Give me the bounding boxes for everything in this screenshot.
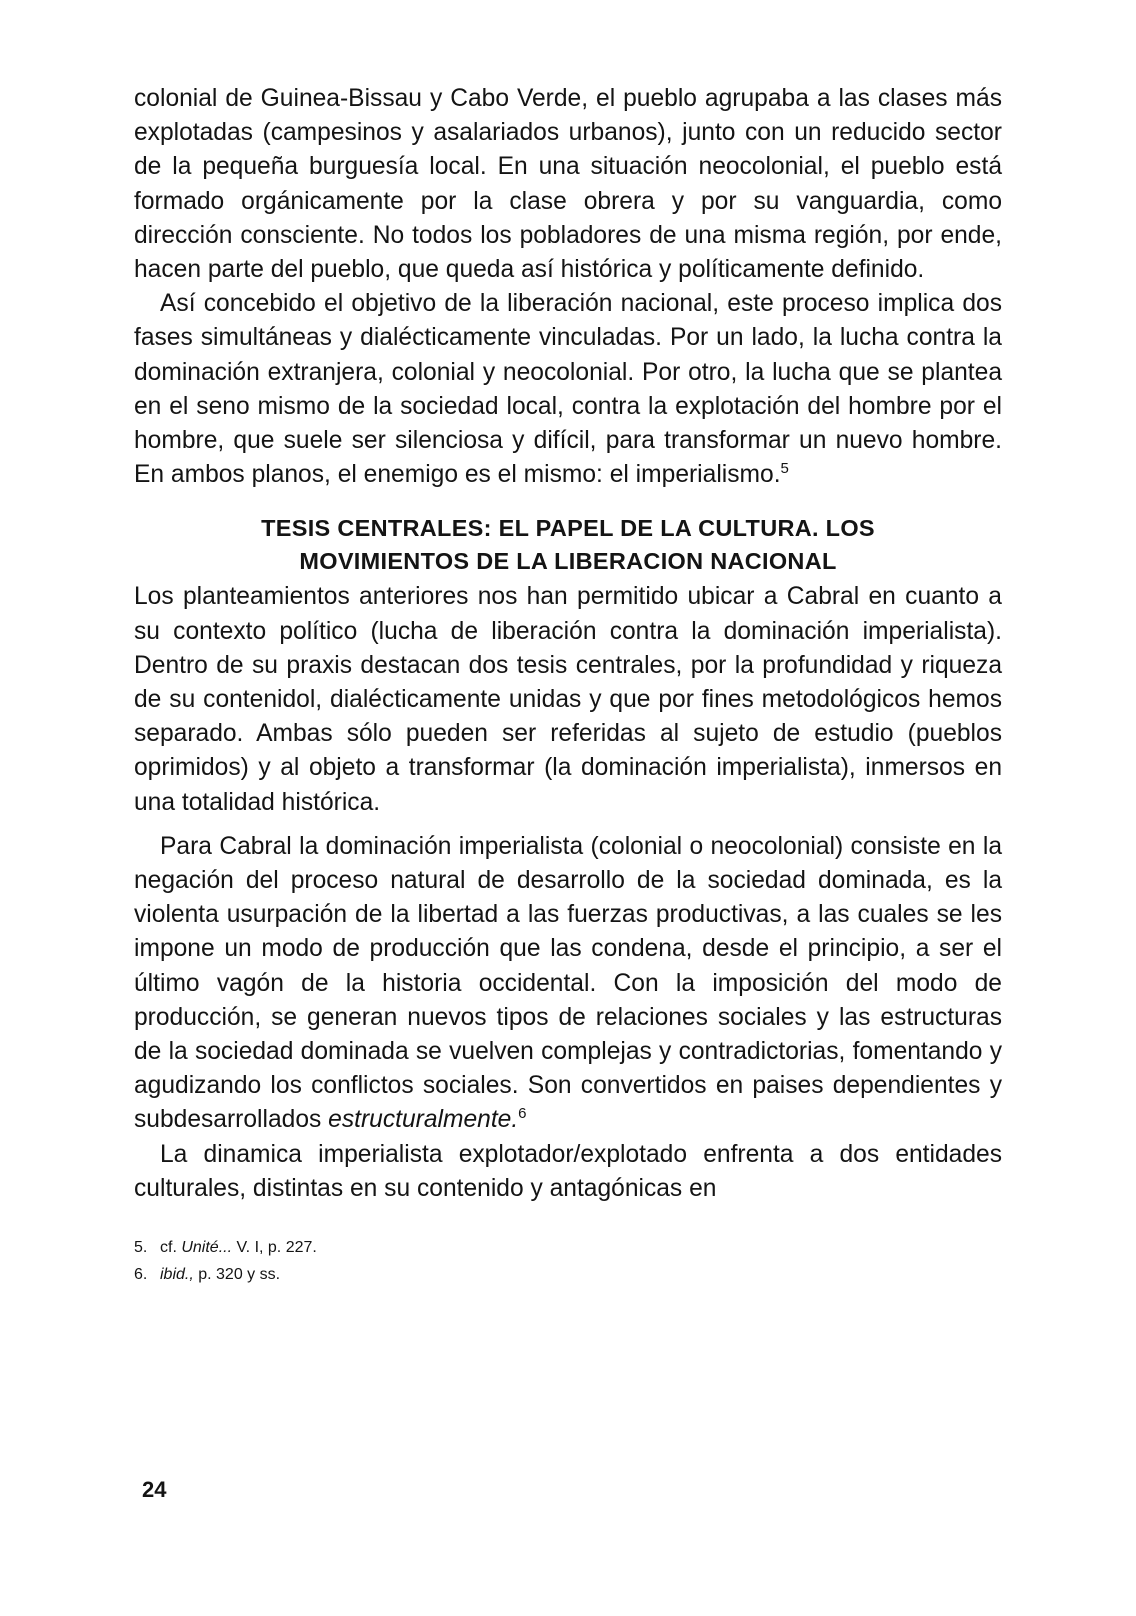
page-body <box>134 82 1002 1288</box>
paragraph-text: Para Cabral la dominación imperialista (colonial o neocolonial) consiste en la negación del proceso natural de desarrollo de la sociedad dominada, es la violenta usurpación de la libertad a las fuerzas productivas, a las cuales se les impone un modo de producción que las condena, desde el principio, a ser el último vagón de la historia occidental. Con la imposición del modo de producción, se generan nuevos tipos de relaciones sociales y las estructuras de la sociedad dominada se vuelven complejas y contradictorias, fomentando y agudizando los conflictos sociales. Son convertidos en paises dependientes y subdesarrollados <box>134 832 1002 1134</box>
footnote-title: ibid., <box>160 1266 194 1284</box>
footnote-ref-6: 6 <box>518 1105 527 1123</box>
paragraph-liberation-phases <box>134 287 1002 492</box>
footnote-number: 5. <box>134 1239 148 1257</box>
page-number: 24 <box>142 1477 167 1502</box>
paragraph-imperialist-dynamic: La dinamica imperialista explotador/explotado enfrenta a dos entidades culturales, distintas en su contenido y antagónicas en <box>134 1140 1002 1202</box>
paragraph-continuation: colonial de Guinea-Bissau y Cabo Verde, el pueblo agrupaba a las clases más explotadas (campesinos y asalariados urbanos), junto con un reducido sector de la pequeña burguesía local. En una situación neocolonial, el pueblo está formado orgánicamente por la clase obrera y por su vanguardia, como dirección consciente. No todos los pobladores de una misma región, por ende, hacen parte del pueblo, que queda así histórica y políticamente definido. <box>134 85 1002 284</box>
paragraph-imperialist-domination <box>134 830 1002 1138</box>
footnote-detail: V. I, p. 227. <box>232 1239 317 1257</box>
footnote-ref-5: 5 <box>780 460 789 478</box>
section-heading-line-1: TESIS CENTRALES: EL PAPEL DE LA CULTURA. LOS <box>261 515 875 542</box>
section-heading <box>134 512 1002 578</box>
section-heading-line-2: MOVIMIENTOS DE LA LIBERACION NACIONAL <box>299 548 837 575</box>
footnotes <box>134 1234 1002 1288</box>
footnote-prefix: cf. <box>160 1239 182 1257</box>
footnote-number: 6. <box>134 1266 148 1284</box>
footnote-6 <box>134 1261 1002 1288</box>
paragraph-central-theses: Los planteamientos anteriores nos han permitido ubicar a Cabral en cuanto a su contexto político (lucha de liberación contra la dominación imperialista). Dentro de su praxis destacan dos tesis centrales, por la profundidad y riqueza de su contenidol, dialécticamente unidas y que por fines metodológicos hemos separado. Ambas sólo pueden ser referidas al sujeto de estudio (pueblos oprimidos) y al objeto a transformar (la dominación imperialista), inmersos en una totalidad histórica. <box>134 583 1002 816</box>
footnote-title: Unité... <box>181 1239 233 1257</box>
paragraph-text: Así concebido el objetivo de la liberación nacional, este proceso implica dos fases simultáneas y dialécticamente vinculadas. Por un lado, la lucha contra la dominación extranjera, colonial y neocolonial. Por otro, la lucha que se plantea en el seno mismo de la sociedad local, contra la explotación del hombre por el hombre, que suele ser silenciosa y difícil, para transformar un nuevo hombre. En ambos planos, el enemigo es el mismo: el imperialismo. <box>134 290 1002 489</box>
italic-term: estructuralmente. <box>328 1106 519 1134</box>
footnote-5 <box>134 1234 1002 1261</box>
footnote-detail: p. 320 y ss. <box>193 1266 281 1284</box>
